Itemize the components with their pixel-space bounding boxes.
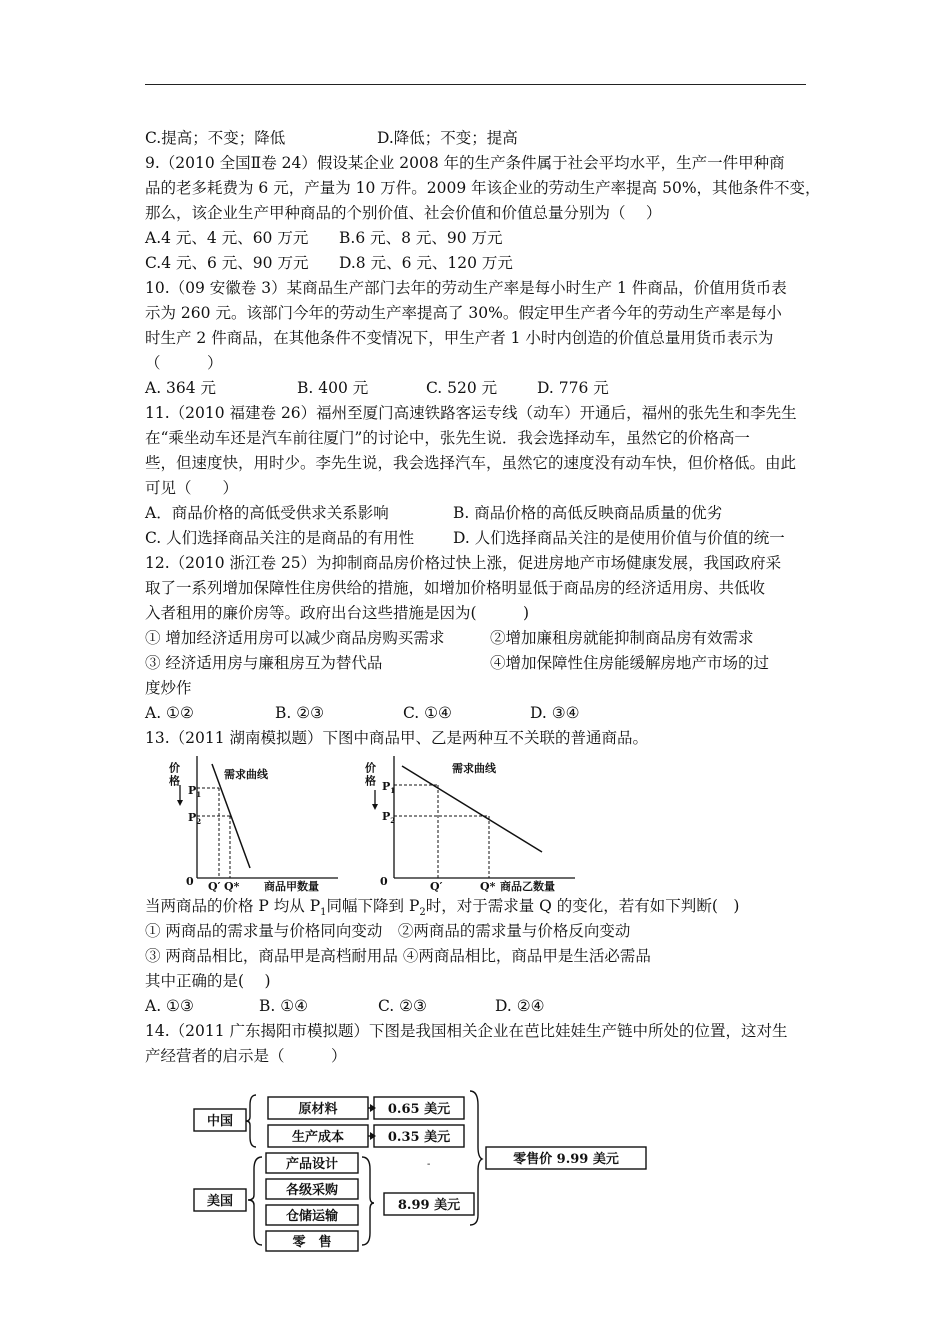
curve-label: 需求曲线	[452, 762, 496, 775]
p2-label: $P_2$	[188, 811, 202, 826]
logistics-label: 仓储运输	[285, 1209, 339, 1224]
q2-label: Q*	[224, 880, 240, 893]
usa-label: 美国	[206, 1194, 234, 1209]
q10-option-d: D. 776 元	[537, 379, 609, 397]
china-label: 中国	[206, 1114, 234, 1129]
q13-question: 其中正确的是( )	[145, 972, 271, 990]
q9-stem-line: 那么，该企业生产甲种商品的个别价值、社会价值和价值总量分别为（ ）	[145, 204, 662, 222]
q11-stem-line: 可见（ ）	[145, 479, 239, 497]
x-axis-label: 商品乙数量	[500, 880, 555, 893]
q12-statement-4-cont: 度炒作	[145, 679, 192, 697]
q11-option-b: B. 商品价格的高低反映商品质量的优劣	[453, 504, 723, 522]
raw-materials-cost: 0.65 美元	[387, 1102, 451, 1117]
usa-cost: 8.99 美元	[397, 1198, 461, 1213]
q10-stem-line: 10.（09 安徽卷 3）某商品生产部门去年的劳动生产率是每小时生产 1 件商品，价值用货币表	[145, 279, 787, 297]
q14-stem-line: 14.（2011 广东揭阳市模拟题）下图是我国相关企业在芭比娃娃生产链中所处的位置，这对生	[145, 1022, 788, 1040]
retail-label: 零 售	[292, 1235, 332, 1250]
origin-label: 0	[380, 875, 388, 888]
p1-label: $P_1$	[382, 780, 396, 795]
q11-stem-line: 些，但速度快，用时少。李先生说，我会选择汽车，虽然它的速度没有动车快，但价格低。由此	[145, 454, 797, 472]
retail-price: 零售价 9.99 美元	[513, 1152, 619, 1167]
arrow-icon	[370, 1132, 376, 1140]
q12-option-a: A. ①②	[145, 704, 194, 722]
q10-option-a: A. 364 元	[145, 379, 217, 397]
q13-statements-1-2: ① 两商品的需求量与价格同向变动 ②两商品的需求量与价格反向变动	[145, 922, 631, 940]
q12-option-d: D. ③④	[530, 704, 580, 722]
demand-curve	[402, 766, 542, 852]
q13-intro: 13.（2011 湖南模拟题）下图中商品甲、乙是两种互不关联的普通商品。	[145, 729, 649, 747]
demand-chart-goods-b	[360, 748, 585, 896]
origin-label: 0	[186, 875, 194, 888]
q10-stem-line: 示为 260 元。该部门今年的劳动生产率提高了 30%。假定甲生产者今年的劳动生产率是每小	[145, 304, 782, 322]
q9-option-a: A.4 元、4 元、60 万元	[145, 229, 309, 247]
q11-option-d: D. 人们选择商品关注的是使用价值与价值的统一	[453, 529, 785, 547]
q11-stem-line: 11.（2010 福建卷 26）福州至厦门高速铁路客运专线（动车）开通后，福州的张先生和李先生	[145, 404, 797, 422]
q10-stem-line: （ ）	[145, 354, 223, 372]
q13-option-a: A. ①③	[145, 997, 194, 1015]
product-design-label: 产品设计	[285, 1157, 339, 1172]
curve-label: 需求曲线	[224, 768, 268, 781]
demand-chart-goods-a	[168, 748, 348, 896]
q12-statement-4: ④增加保障性住房能缓解房地产市场的过	[490, 654, 770, 672]
q13-option-b: B. ①④	[259, 997, 309, 1015]
p2-label: $P_2$	[382, 810, 396, 825]
q10-option-c: C. 520 元	[426, 379, 498, 397]
q9-option-c: C.4 元、6 元、90 万元	[145, 254, 309, 272]
q14-stem-line: 产经营者的启示是（ ）	[145, 1047, 347, 1065]
q12-option-b: B. ②③	[275, 704, 325, 722]
purchasing-label: 各级采购	[285, 1183, 339, 1198]
x-axis-label: 商品甲数量	[264, 880, 319, 893]
q10-stem-line: 时生产 2 件商品，在其他条件不变情况下，甲生产者 1 小时内创造的价值总量用货币表示为	[145, 329, 774, 347]
q8-option-c: C.提高；不变；降低	[145, 129, 286, 147]
q12-stem-line: 12.（2010 浙江卷 25）为抑制商品房价格过快上涨，促进房地产市场健康发展，我国政府采	[145, 554, 782, 572]
q1-label: Q′	[208, 880, 221, 893]
q2-label: Q*	[480, 880, 496, 893]
q10-option-b: B. 400 元	[297, 379, 369, 397]
header-rule	[145, 84, 806, 85]
q13-option-d: D. ②④	[495, 997, 545, 1015]
q11-option-c: C. 人们选择商品关注的是商品的有用性	[145, 529, 415, 547]
q12-option-c: C. ①④	[403, 704, 452, 722]
q12-statement-1: ① 增加经济适用房可以减少商品房购买需求	[145, 629, 445, 647]
q9-stem-line: 品的老多耗费为 6 元，产量为 10 万件。2009 年该企业的劳动生产率提高 50%，其他条件不变，	[145, 179, 821, 197]
q13-stem: 当两商品的价格 P 均从 $P_1$同幅下降到 $P_2$时，对于需求量 Q 的变化，若有如下判断( )	[145, 897, 740, 919]
q13-statements-3-4: ③ 两商品相比，商品甲是高档耐用品 ④两商品相比，商品甲是生活必需品	[145, 947, 651, 965]
q1-label: Q′	[430, 880, 443, 893]
q12-statement-2: ②增加廉租房就能抑制商品房有效需求	[490, 629, 754, 647]
y-axis-label: 价格	[363, 762, 377, 788]
q8-option-d: D.降低；不变；提高	[377, 129, 518, 147]
arrow-head-icon	[372, 804, 378, 810]
production-cost-value: 0.35 美元	[387, 1130, 451, 1145]
q11-option-a: A．商品价格的高低受供求关系影响	[145, 504, 389, 522]
q12-stem-line: 取了一系列增加保障性住房供给的措施，如增加价格明显低于商品房的经济适用房、共低收	[145, 579, 766, 597]
q9-stem-line: 9.（2010 全国Ⅱ卷 24）假设某企业 2008 年的生产条件属于社会平均水平，生产一件甲种商	[145, 154, 785, 172]
svg-text:-: -	[427, 1159, 431, 1170]
raw-materials-label: 原材料	[298, 1102, 338, 1117]
arrow-icon	[370, 1104, 376, 1112]
p1-label: $P_1$	[188, 784, 202, 799]
q13-option-c: C. ②③	[378, 997, 427, 1015]
y-axis-label: 价格	[168, 762, 181, 788]
q12-statement-3: ③ 经济适用房与廉租房互为替代品	[145, 654, 383, 672]
production-cost-label: 生产成本	[291, 1130, 345, 1145]
q9-option-d: D.8 元、6 元、120 万元	[339, 254, 513, 272]
barbie-supply-chain-diagram	[190, 1085, 660, 1260]
q11-stem-line: 在“乘坐动车还是汽车前往厦门”的讨论中，张先生说．我会选择动车，虽然它的价格高一	[145, 429, 750, 447]
q12-stem-line: 入者租用的廉价房等。政府出台这些措施是因为( )	[145, 604, 530, 622]
q9-option-b: B.6 元、8 元、90 万元	[339, 229, 503, 247]
arrow-head-icon	[177, 800, 183, 806]
